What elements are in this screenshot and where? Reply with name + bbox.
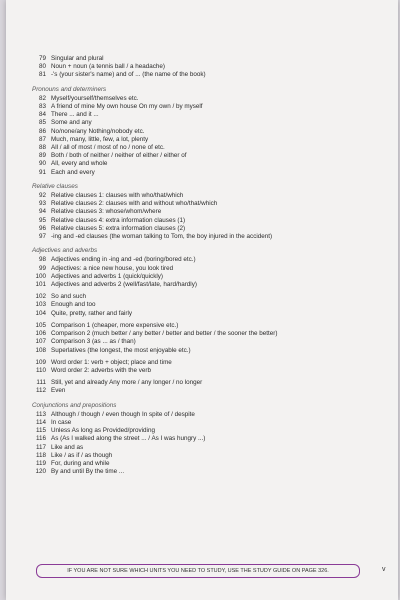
unit-entry: [32, 119, 387, 127]
unit-title: Relative clauses 4: extra information clauses (1): [51, 216, 186, 224]
unit-entry: [32, 293, 387, 301]
unit-number: 99: [38, 264, 46, 272]
unit-title: Word order 1: verb + object; place and time: [51, 358, 172, 366]
unit-entry: [32, 144, 387, 152]
unit-entry: [32, 347, 387, 355]
unit-title: For, during and while: [51, 459, 110, 467]
unit-number: 110: [35, 366, 46, 374]
unit-number: 109: [35, 358, 46, 366]
unit-entry: [32, 63, 387, 71]
page-number: v: [382, 566, 386, 573]
unit-number: 101: [35, 281, 46, 289]
unit-entry: [32, 338, 387, 346]
unit-title: Noun + noun (a tennis ball / a headache): [51, 63, 165, 71]
unit-title: Even: [51, 387, 66, 395]
unit-number: 92: [38, 192, 46, 200]
unit-entry: [32, 265, 387, 273]
unit-number: 93: [38, 200, 46, 208]
unit-title: Comparison 3 (as ... as / than): [51, 338, 136, 346]
unit-title: In case: [51, 418, 72, 426]
unit-entry: [32, 330, 387, 338]
unit-number: 113: [35, 410, 46, 418]
unit-entry: [32, 200, 387, 208]
unit-entry: [32, 136, 387, 144]
unit-entry: [32, 225, 387, 233]
unit-entry: [32, 301, 387, 309]
unit-title: No/none/any Nothing/nobody etc.: [51, 127, 145, 135]
unit-number: 100: [35, 272, 46, 280]
unit-number: 115: [35, 427, 46, 435]
unit-number: 79: [38, 55, 46, 62]
unit-title: Each and every: [51, 168, 95, 176]
unit-number: 111: [36, 379, 46, 387]
unit-title: Relative clauses 5: extra information clauses (2): [51, 224, 186, 232]
unit-entry: [32, 281, 387, 289]
unit-entry: [32, 444, 387, 452]
unit-title: -'s (your sister's name) and of ... (the name of the book): [51, 71, 206, 79]
unit-number: 90: [38, 160, 46, 168]
unit-title: By and until By the time ...: [51, 468, 125, 476]
unit-title: Adjectives and adverbs 1 (quick/quickly): [51, 272, 163, 280]
unit-number: 97: [38, 233, 46, 241]
unit-entry: [32, 379, 387, 387]
unit-number: 118: [35, 451, 46, 459]
unit-title: Adjectives: a nice new house, you look tired: [51, 264, 174, 272]
contents-list: [32, 55, 387, 476]
unit-number: 116: [35, 435, 46, 443]
unit-title: So and such: [51, 293, 87, 301]
unit-title: Quite, pretty, rather and fairly: [51, 309, 133, 317]
unit-entry: [32, 128, 387, 136]
unit-title: Singular and plural: [51, 55, 104, 62]
unit-number: 85: [38, 119, 46, 127]
unit-number: 91: [38, 168, 46, 176]
unit-title: Relative clauses 2: clauses with and without who/that/which: [51, 200, 218, 208]
unit-entry: [32, 71, 387, 79]
unit-title: As (As I walked along the street ... / As I was hungry ...): [51, 435, 206, 443]
unit-title: Still, yet and already Any more / any longer / no longer: [51, 379, 203, 387]
unit-number: 106: [35, 330, 46, 338]
unit-title: Superlatives (the longest, the most enjoyable etc.): [51, 346, 191, 354]
unit-entry: [32, 111, 387, 119]
unit-entry: [32, 427, 387, 435]
unit-entry: [32, 169, 387, 177]
unit-title: All, every and whole: [51, 160, 108, 168]
unit-entry: [32, 217, 387, 225]
unit-number: 120: [35, 468, 46, 476]
unit-title: Relative clauses 3: whose/whom/where: [51, 208, 162, 216]
section-title: Pronouns and determiners: [32, 85, 107, 93]
unit-title: Comparison 2 (much better / any better / better and better / the sooner the better): [51, 330, 278, 338]
unit-entry: [32, 160, 387, 168]
unit-title: Adjectives ending in -ing and -ed (boring/bored etc.): [51, 256, 196, 264]
unit-entry: [32, 419, 387, 427]
section-title: Relative clauses: [32, 182, 78, 190]
unit-title: Like and as: [51, 443, 84, 451]
unit-number: 89: [38, 152, 46, 160]
unit-entry: [32, 152, 387, 160]
unit-number: 112: [35, 387, 46, 395]
unit-entry: [32, 310, 387, 318]
unit-entry: [32, 367, 387, 375]
unit-title: Much, many, little, few, a lot, plenty: [51, 135, 149, 143]
unit-entry: [32, 322, 387, 330]
unit-entry: [32, 95, 387, 103]
unit-number: 104: [35, 309, 46, 317]
book-page: [6, 0, 398, 600]
unit-entry: [32, 208, 387, 216]
unit-title: Relative clauses 1: clauses with who/that/which: [51, 192, 184, 200]
section-title: Conjunctions and prepositions: [32, 401, 117, 409]
unit-title: Myself/yourself/themselves etc.: [51, 94, 139, 102]
unit-entry: [32, 273, 387, 281]
unit-number: 95: [38, 216, 46, 224]
unit-number: 107: [35, 338, 46, 346]
unit-number: 87: [38, 135, 46, 143]
unit-title: Both / both of neither / neither of either / either of: [51, 152, 187, 160]
unit-number: 117: [35, 443, 46, 451]
unit-number: 82: [38, 94, 46, 102]
unit-title: Unless As long as Provided/providing: [51, 427, 155, 435]
study-guide-note: IF YOU ARE NOT SURE WHICH UNITS YOU NEED TO STUDY, USE THE STUDY GUIDE ON PAGE 326.: [36, 564, 360, 578]
unit-title: Enough and too: [51, 301, 96, 309]
unit-title: Some and any: [51, 119, 92, 127]
unit-title: Although / though / even though In spite of / despite: [51, 410, 195, 418]
unit-entry: [32, 460, 387, 468]
unit-entry: [32, 411, 387, 419]
unit-entry: [32, 103, 387, 111]
unit-number: 86: [38, 127, 46, 135]
unit-number: 108: [35, 346, 46, 354]
unit-number: 103: [35, 301, 46, 309]
unit-entry: [32, 192, 387, 200]
unit-number: 83: [38, 103, 46, 111]
unit-number: 102: [35, 293, 46, 301]
section-title: Adjectives and adverbs: [32, 247, 98, 255]
unit-title: A friend of mine My own house On my own / by myself: [51, 103, 203, 111]
unit-entry: [32, 468, 387, 476]
unit-title: Word order 2: adverbs with the verb: [51, 366, 151, 374]
unit-number: 119: [35, 459, 46, 467]
unit-number: 96: [38, 224, 46, 232]
unit-number: 114: [35, 418, 46, 426]
unit-entry: [32, 387, 387, 395]
unit-number: 81: [38, 71, 46, 79]
unit-number: 88: [38, 144, 46, 152]
unit-entry: [32, 233, 387, 241]
unit-number: 84: [38, 111, 46, 119]
unit-number: 80: [38, 63, 46, 71]
unit-title: Like / as if / as though: [51, 451, 113, 459]
unit-entry: [32, 359, 387, 367]
unit-title: -ing and -ed clauses (the woman talking to Tom, the boy injured in the accident): [51, 233, 273, 241]
unit-entry: [32, 452, 387, 460]
unit-title: There ... and it ...: [51, 111, 99, 119]
unit-title: All / all of most / most of no / none of etc.: [51, 144, 165, 152]
unit-entry: [32, 435, 387, 443]
unit-title: Comparison 1 (cheaper, more expensive etc.): [51, 321, 179, 329]
unit-entry: [32, 55, 387, 63]
unit-number: 98: [38, 256, 46, 264]
unit-entry: [32, 256, 387, 264]
unit-title: Adjectives and adverbs 2 (well/fast/late, hard/hardly): [51, 281, 197, 289]
unit-number: 105: [35, 321, 46, 329]
unit-number: 94: [38, 208, 46, 216]
